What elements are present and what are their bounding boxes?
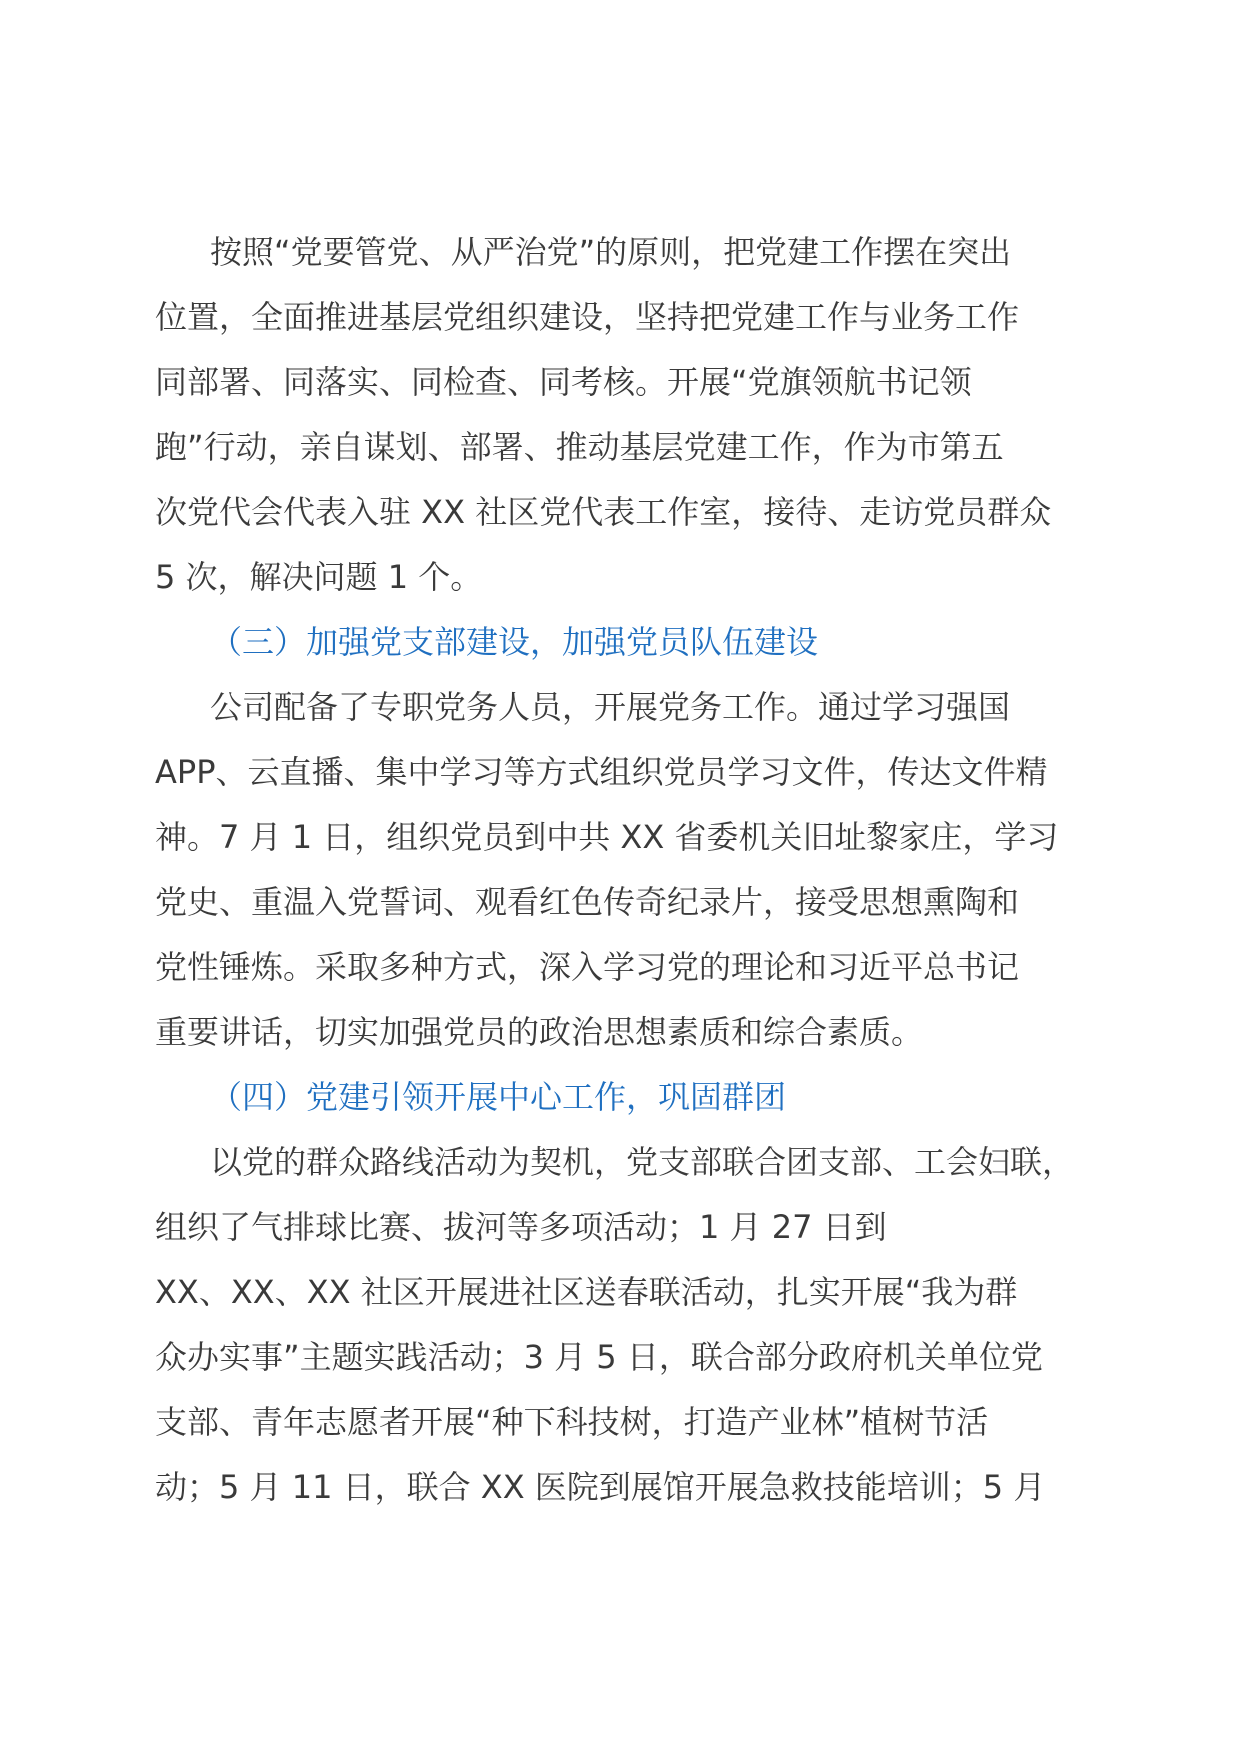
text-line: 党史、重温入党誓词、观看红色传奇纪录片，接受思想熏陶和 — [155, 883, 1020, 921]
text-line: 组织了气排球比赛、拔河等多项活动；1 月 27 日到 — [155, 1208, 887, 1246]
text-line: 同部署、同落实、同检查、同考核。开展“党旗领航书记领 — [155, 363, 972, 401]
paragraph-branch-construction — [155, 675, 1105, 1065]
text-line: 动；5 月 11 日，联合 XX 医院到展馆开展急救技能培训；5 月 — [155, 1468, 1046, 1506]
section-heading-3: （三）加强党支部建设，加强党员队伍建设 — [210, 623, 819, 661]
text-line: 5 次，解决问题 1 个。 — [155, 558, 483, 596]
paragraph-central-work — [155, 1130, 1105, 1520]
text-line: 按照“党要管党、从严治党”的原则，把党建工作摆在突出 — [210, 233, 1012, 271]
section-heading-4: （四）党建引领开展中心工作，巩固群团 — [210, 1078, 787, 1116]
text-line: 神。7 月 1 日，组织党员到中共 XX 省委机关旧址黎家庄，学习 — [155, 818, 1059, 856]
text-line: 党性锤炼。采取多种方式，深入学习党的理论和习近平总书记 — [155, 948, 1020, 986]
text-line: XX、XX、XX 社区开展进社区送春联活动，扎实开展“我为群 — [155, 1273, 1018, 1311]
paragraph-party-building-principle — [155, 220, 1105, 610]
text-line: 支部、青年志愿者开展“种下科技树，打造产业林”植树节活 — [155, 1403, 989, 1441]
text-line: 公司配备了专职党务人员，开展党务工作。通过学习强国 — [210, 688, 1011, 726]
text-line: 跑”行动，亲自谋划、部署、推动基层党建工作，作为市第五 — [155, 428, 1004, 466]
text-line: 位置，全面推进基层党组织建设，坚持把党建工作与业务工作 — [155, 298, 1020, 336]
text-line: 重要讲话，切实加强党员的政治思想素质和综合素质。 — [155, 1013, 924, 1051]
text-line: APP、云直播、集中学习等方式组织党员学习文件，传达文件精 — [155, 753, 1048, 791]
text-line: 以党的群众路线活动为契机，党支部联合团支部、工会妇联， — [210, 1143, 1075, 1181]
text-line: 众办实事”主题实践活动；3 月 5 日，联合部分政府机关单位党 — [155, 1338, 1043, 1376]
document-body — [155, 220, 1105, 1520]
text-line: 次党代会代表入驻 XX 社区党代表工作室，接待、走访党员群众 — [155, 493, 1052, 531]
